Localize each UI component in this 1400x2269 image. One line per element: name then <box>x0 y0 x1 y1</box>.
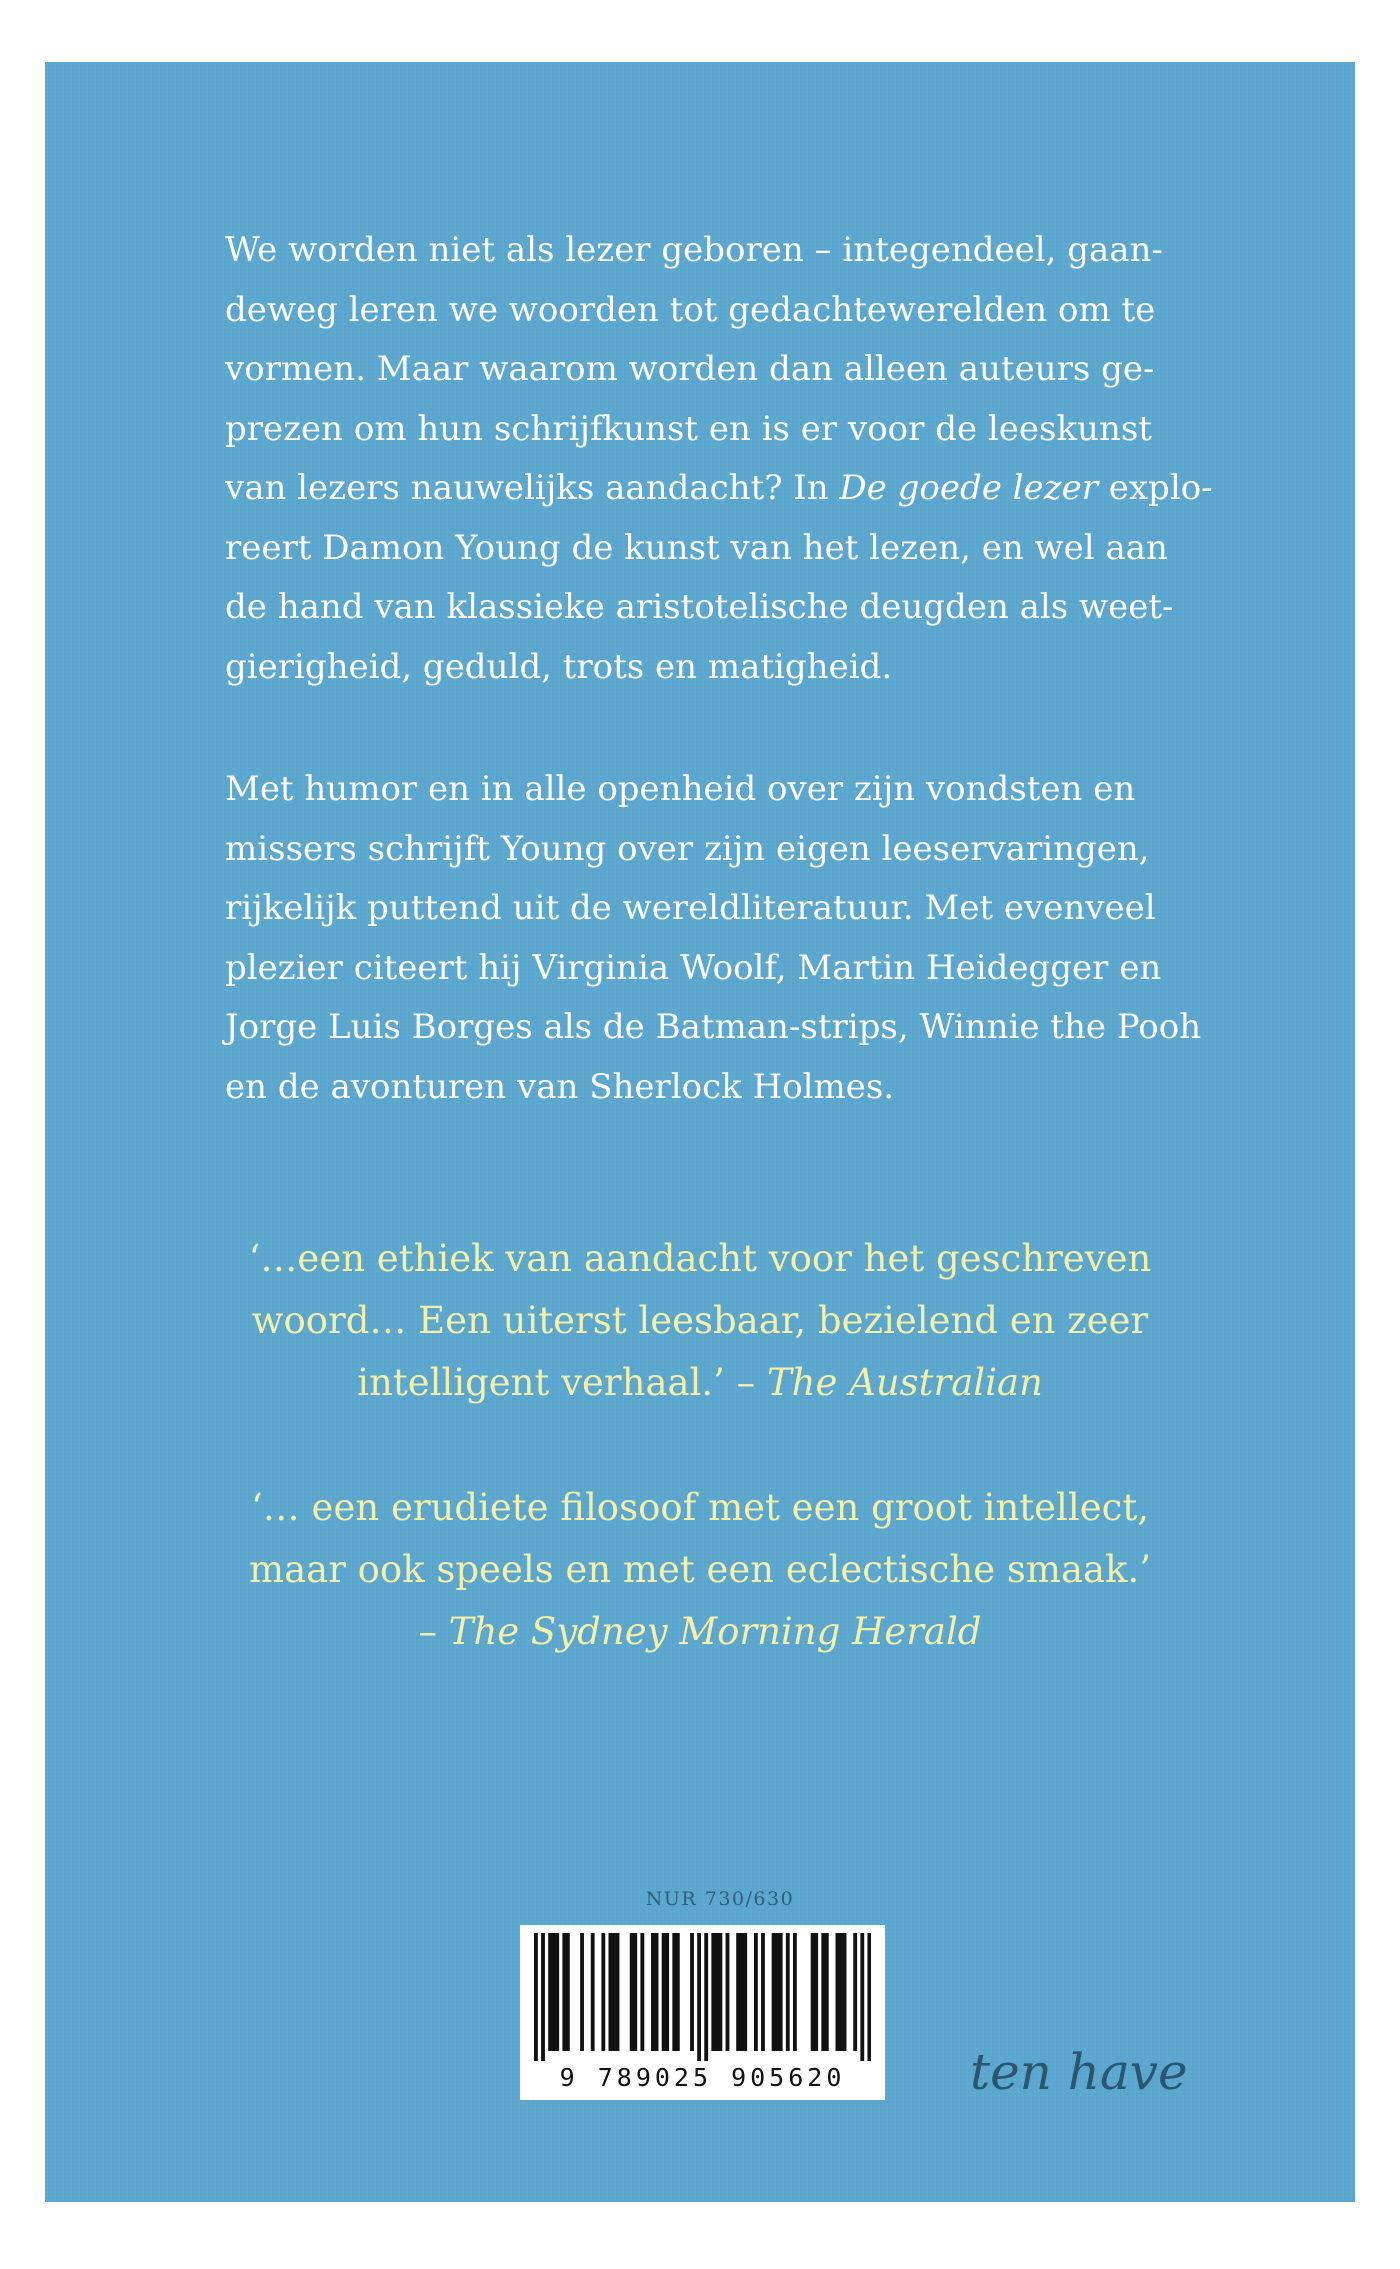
barcode-bar <box>704 1933 708 2061</box>
barcode-bar <box>655 1933 659 2051</box>
description-paragraph-1 <box>225 221 1213 697</box>
quote-source: The Australian <box>766 1361 1043 1404</box>
description-paragraph-2 <box>225 760 1205 1117</box>
barcode-bar <box>566 1933 570 2051</box>
barcode-bars <box>534 1933 871 2061</box>
barcode-bar <box>601 1933 605 2051</box>
text-line: Jorge Luis Borges als de Batman-strips, Winnie the Pooh <box>225 1007 1202 1047</box>
review-quote-1 <box>45 1228 1355 1414</box>
isbn-barcode <box>520 1925 885 2100</box>
barcode-bar <box>633 1933 637 2051</box>
barcode-bar <box>562 1933 566 2051</box>
barcode-bar <box>630 1933 634 2051</box>
text-line: vormen. Maar waarom worden dan alleen auteurs ge- <box>225 349 1155 389</box>
barcode-bar <box>772 1933 776 2051</box>
quote-line: maar ook speels en met een eclectische smaak.’ <box>248 1548 1152 1591</box>
isbn-number: 9 789025 905620 <box>559 2063 846 2092</box>
barcode-bar <box>743 1933 747 2051</box>
barcode-bar <box>867 1933 871 2061</box>
barcode-bar <box>591 1933 595 2051</box>
barcode-bar <box>616 1933 620 2051</box>
barcode-bar <box>740 1933 744 2051</box>
review-quote-2 <box>45 1477 1355 1663</box>
text-line: de hand van klassieke aristotelische deugden als weet- <box>225 587 1174 627</box>
barcode-bar <box>726 1933 730 2051</box>
barcode-bar <box>665 1933 669 2051</box>
barcode-bar <box>555 1933 559 2051</box>
quote-line: woord… Een uiterst leesbaar, bezielend en zeer <box>251 1299 1149 1342</box>
barcode-bar <box>814 1933 818 2051</box>
barcode-bar <box>548 1933 552 2051</box>
barcode-bar <box>786 1933 790 2051</box>
text-line: deweg leren we woorden tot gedachtewerelden om te <box>225 289 1156 330</box>
text-segment: explo- <box>1097 468 1213 508</box>
barcode-bar <box>608 1933 612 2051</box>
barcode-bar <box>839 1933 843 2051</box>
barcode-bar <box>662 1933 666 2051</box>
barcode-bar <box>697 1933 701 2061</box>
quote-line: ‘…een ethiek van aandacht voor het geschreven <box>248 1237 1152 1280</box>
quote-segment: intelligent verhaal.’ – <box>357 1361 767 1404</box>
text-line <box>225 459 1213 519</box>
barcode-bar <box>825 1933 829 2051</box>
barcode-bar <box>534 1933 538 2061</box>
quote-line: ‘… een erudiete filosoof met een groot intellect, <box>251 1486 1149 1529</box>
back-cover <box>45 62 1355 2202</box>
barcode-bar <box>836 1933 840 2051</box>
barcode-bar <box>711 1933 715 2051</box>
quote-dash: – <box>418 1610 449 1653</box>
quote-source: The Sydney Morning Herald <box>448 1610 982 1653</box>
text-line: reert Damon Young de kunst van het lezen, en wel aan <box>225 527 1168 568</box>
book-title: De goede lezer <box>839 468 1098 508</box>
barcode-bar <box>736 1933 740 2051</box>
text-line: Met humor en in alle openheid over zijn vondsten en <box>225 769 1136 809</box>
text-line: missers schrijft Young over zijn eigen leeservaringen, <box>225 828 1150 869</box>
barcode-bar <box>843 1933 847 2051</box>
barcode-bar <box>860 1933 864 2061</box>
text-line: gierigheid, geduld, trots en matigheid. <box>225 646 893 687</box>
text-line: rijkelijk puttend uit de wereldliteratuur. Met evenveel <box>225 888 1156 928</box>
text-segment: van lezers nauwelijks aandacht? In <box>225 468 840 508</box>
barcode-bar <box>775 1933 779 2051</box>
barcode-bar <box>853 1933 857 2051</box>
barcode-bar <box>821 1933 825 2051</box>
barcode-bar <box>690 1933 694 2051</box>
nur-code: NUR 730/630 <box>645 1888 795 1910</box>
barcode-bar <box>793 1933 797 2051</box>
text-line: plezier citeert hij Virginia Woolf, Martin Heidegger en <box>225 947 1162 988</box>
barcode-bar <box>552 1933 556 2051</box>
barcode-bar <box>580 1933 584 2051</box>
publisher-logo: ten have <box>970 2043 1188 2101</box>
barcode-bar <box>779 1933 783 2051</box>
text-line: We worden niet als lezer geboren – integendeel, gaan- <box>225 230 1163 270</box>
barcode-bar <box>718 1933 722 2051</box>
barcode-bar <box>761 1933 765 2051</box>
barcode-bar <box>640 1933 644 2051</box>
text-line: en de avonturen van Sherlock Holmes. <box>225 1066 895 1107</box>
barcode-bar <box>754 1933 758 2051</box>
barcode-bar <box>612 1933 616 2051</box>
barcode-bar <box>715 1933 719 2051</box>
barcode-bar <box>811 1933 815 2051</box>
barcode-bar <box>676 1933 680 2051</box>
barcode-bar <box>672 1933 676 2051</box>
barcode-bar <box>651 1933 655 2051</box>
barcode-bar <box>541 1933 545 2061</box>
text-line: prezen om hun schrijfkunst en is er voor de leeskunst <box>225 408 1152 449</box>
quote-line <box>45 1352 1355 1414</box>
quote-line <box>45 1601 1355 1663</box>
